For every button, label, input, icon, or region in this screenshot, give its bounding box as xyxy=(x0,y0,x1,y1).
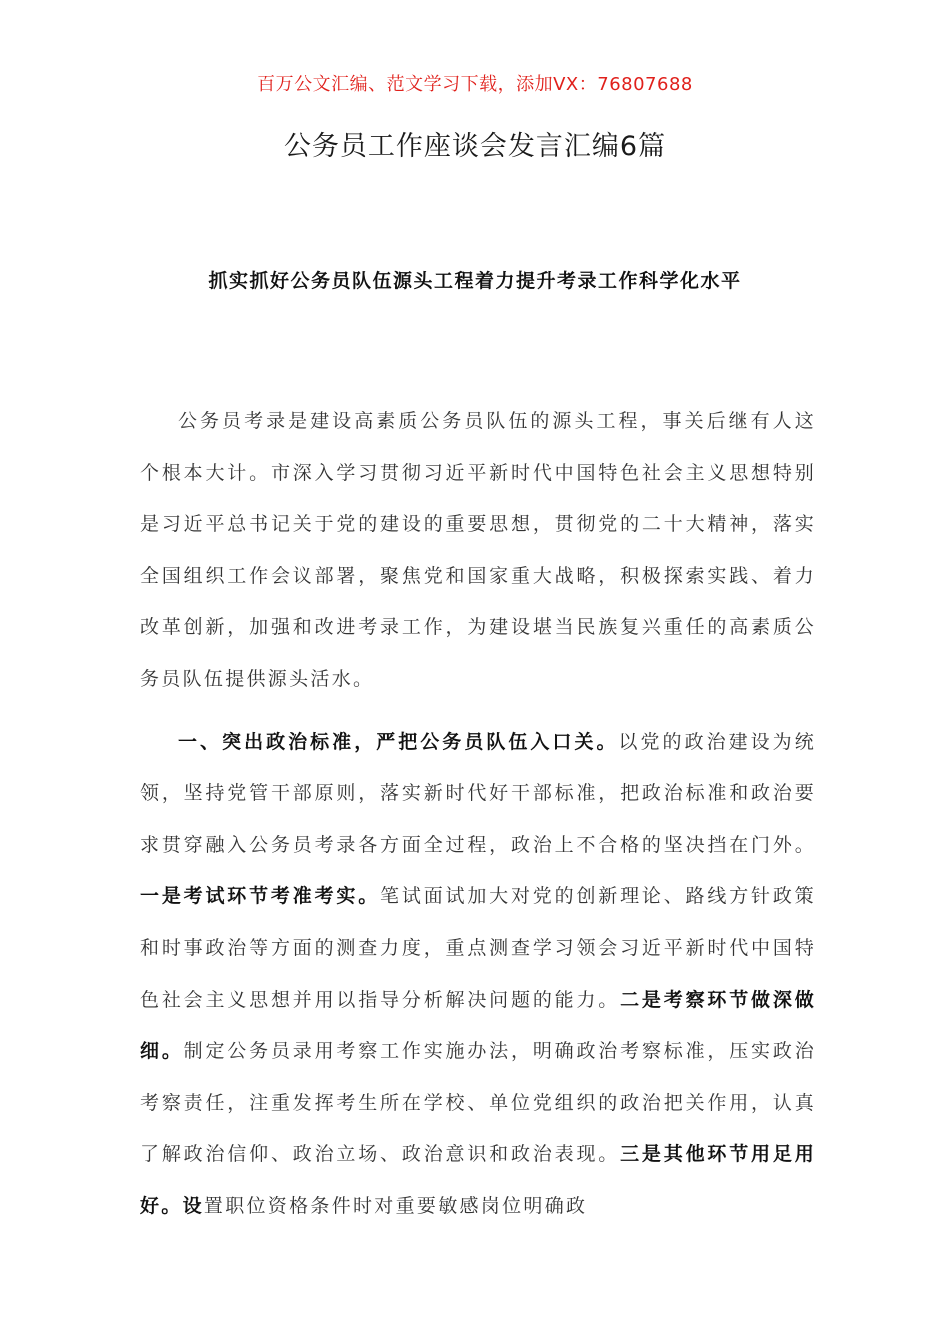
point-heading: 二是考察环节做深做细。 xyxy=(140,988,816,1063)
download-banner: 百万公文汇编、范文学习下载，添加VX：76807688 xyxy=(257,74,693,95)
section-title: 抓实抓好公务员队伍源头工程着力提升考录工作科学化水平 xyxy=(208,270,742,292)
document-title: 公务员工作座谈会发言汇编6篇 xyxy=(283,131,667,162)
document-body xyxy=(140,396,816,1233)
paragraph-text: 以党的政治建设为统领，坚持党管干部原则，落实新时代好干部标准，把政治标准和政治要求贯穿融入公务员考录各方面全过程，政治上不合格的坚决挡在门外。 xyxy=(140,730,816,856)
point-heading: 一是考试环节考准考实。 xyxy=(140,885,381,908)
paragraph-intro: 公务员考录是建设高素质公务员队伍的源头工程，事关后继有人这个根本大计。市深入学习贯彻习近平新时代中国特色社会主义思想特别是习近平总书记关于党的建设的重要思想，贯彻党的二十大精神，落实全国组织工作会议部署，聚焦党和国家重大战略，积极探索实践、着力改革创新，加强和改进考录工作，为建设堪当民族复兴重任的高素质公务员队伍提供源头活水。 xyxy=(140,410,816,690)
paragraph-text: 笔试面试加大对党的创新理论、路线方针政策和时事政治等方面的测查力度，重点测查学习领会习近平新时代中国特色社会主义思想并用以指导分析解决问题的能力。 xyxy=(140,885,816,1011)
paragraph-political-standard xyxy=(140,717,816,1233)
point-heading: 三是其他环节用足用好。设 xyxy=(140,1143,816,1217)
paragraph-heading: 一、突出政治标准，严把公务员队伍入口关。 xyxy=(178,730,619,753)
paragraph-text: 置职位资格条件时对重要敏感岗位明确政 xyxy=(203,1194,588,1217)
paragraph-text: 制定公务员录用考察工作实施办法，明确政治考察标准，压实政治考察责任，注重发挥考生所在学校、单位党组织的政治把关作用，认真了解政治信仰、政治立场、政治意识和政治表现。 xyxy=(140,1040,816,1166)
